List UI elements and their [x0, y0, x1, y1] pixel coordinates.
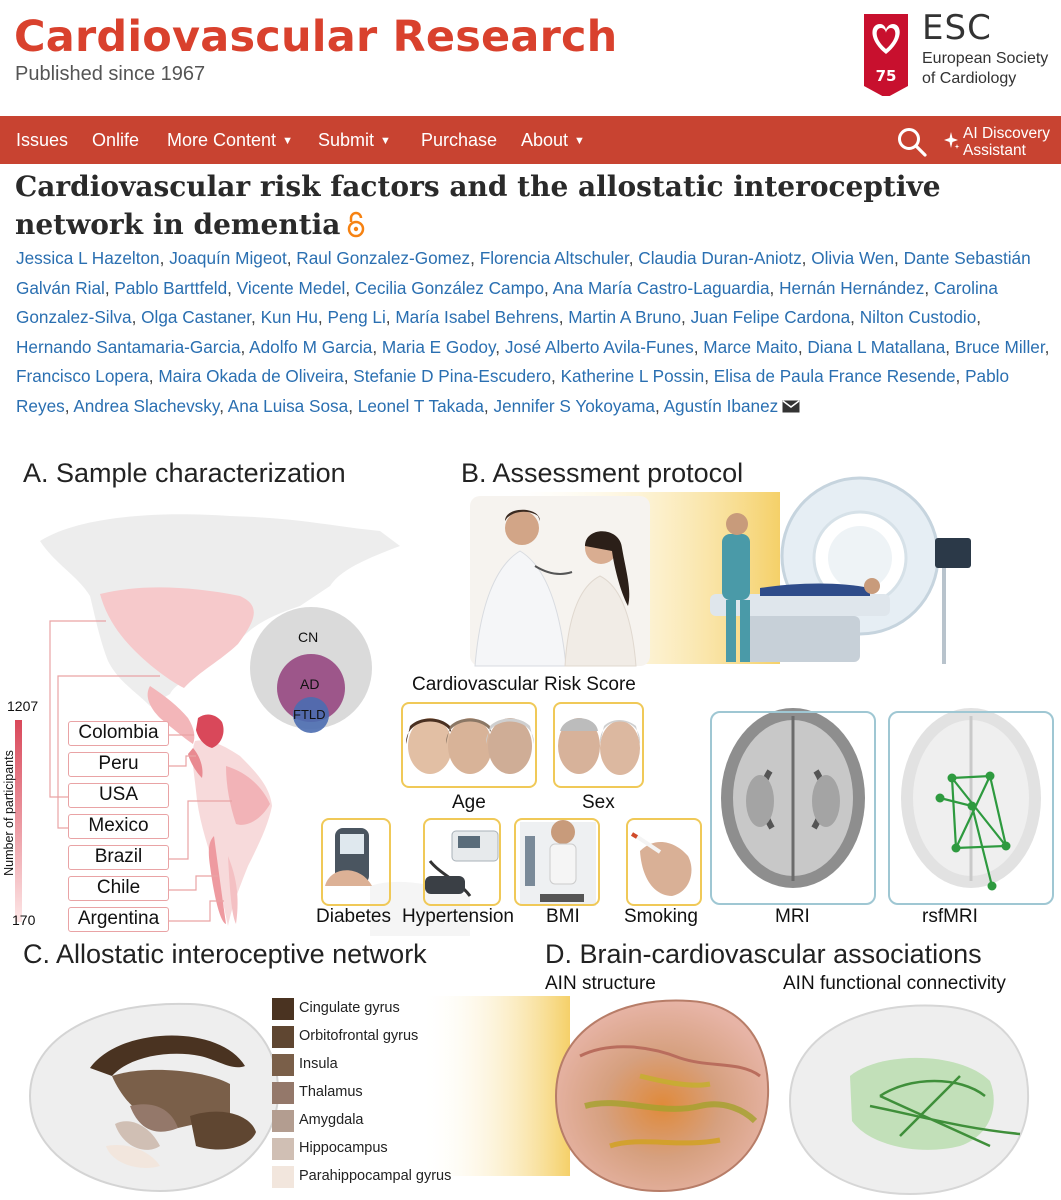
author-link[interactable]: Pablo Barttfeld: [114, 277, 228, 298]
author-link[interactable]: Hernando Santamaria-Garcia: [16, 336, 241, 357]
nav-item-purchase[interactable]: [421, 130, 497, 151]
author-link[interactable]: Maria E Godoy: [381, 336, 496, 357]
legend-swatch: [272, 1166, 294, 1188]
legend-swatch: [272, 1138, 294, 1160]
factor-age-label: Age: [452, 792, 486, 813]
author-link[interactable]: Leonel T Takada: [357, 395, 484, 416]
esc-name-line2: of Cardiology: [922, 70, 1017, 87]
doctor-patient-illustration: [470, 496, 650, 666]
venn-cn-label: CN: [298, 629, 319, 645]
imaging-mri-label: MRI: [775, 906, 810, 927]
factor-sex-label: Sex: [582, 792, 615, 813]
ain-connectivity-subtitle: AIN functional connectivity: [783, 973, 1006, 994]
author-link[interactable]: Juan Felipe Cardona: [690, 307, 851, 328]
author-link[interactable]: Agustín Ibanez: [663, 395, 779, 416]
author-link[interactable]: Olivia Wen: [811, 248, 895, 268]
author-link[interactable]: Joaquín Migeot: [169, 248, 287, 268]
legend-swatch: [272, 1082, 294, 1104]
nav-item-submit[interactable]: [318, 130, 391, 151]
beam-highlight: [420, 996, 570, 1176]
author-link[interactable]: Kun Hu: [260, 307, 318, 328]
caret-down-icon: ▼: [282, 135, 293, 147]
author-link[interactable]: María Isabel Behrens: [395, 307, 559, 328]
legend-label: Hippocampus: [299, 1140, 388, 1156]
author-link[interactable]: Dante Sebastián Galván Rial: [16, 248, 1031, 298]
nav-item-onlife[interactable]: [92, 130, 139, 151]
logo-badge-text: 75: [875, 67, 897, 85]
caret-down-icon: ▼: [380, 135, 391, 147]
venn-ftld-label: FTLD: [293, 707, 326, 722]
panel-d-title: D. Brain-cardiovascular associations: [545, 939, 982, 969]
caret-down-icon: ▼: [574, 135, 585, 147]
search-icon[interactable]: [896, 126, 928, 158]
graphical-abstract: [0, 456, 1061, 1200]
author-link[interactable]: Cecilia González Campo: [354, 277, 545, 298]
esc-name-line1: European Society: [922, 50, 1049, 67]
author-link[interactable]: Olga Castaner: [141, 307, 252, 328]
author-link[interactable]: Jennifer S Yokoyama: [493, 395, 655, 416]
article-title-text: Cardiovascular risk factors and the allostatic interoceptive network in dementia: [15, 170, 941, 241]
legend-swatch: [272, 1054, 294, 1076]
country-colombia: Colombia: [68, 721, 169, 746]
author-link[interactable]: Marce Maito: [703, 336, 798, 357]
ain-brain-illustration: [30, 1004, 278, 1191]
participant-scale-bar: [15, 720, 22, 922]
author-link[interactable]: Stefanie D Pina-Escudero: [353, 366, 552, 387]
author-link[interactable]: Hernán Hernández: [779, 277, 925, 298]
nav-label: Onlife: [92, 130, 140, 150]
hypertension-box: [423, 818, 501, 906]
author-link[interactable]: Florencia Altschuler: [479, 248, 629, 268]
ai-label-line2: Assistant: [963, 142, 1026, 159]
nav-label: Issues: [16, 130, 69, 150]
rsfmri-box: [888, 711, 1054, 905]
factor-smoking-label: Smoking: [624, 906, 698, 927]
author-link[interactable]: Peng Li: [327, 307, 386, 328]
ain-connectivity-brain-illustration: [790, 1006, 1028, 1194]
author-link[interactable]: José Alberto Avila-Funes: [504, 336, 694, 357]
envelope-icon[interactable]: [782, 400, 800, 413]
diabetes-box: [321, 818, 391, 906]
journal-subtitle: Published since 1967: [15, 63, 206, 85]
author-link[interactable]: Ana Luisa Sosa: [227, 395, 349, 416]
open-access-icon: [346, 210, 366, 238]
legend-label: Orbitofrontal gyrus: [299, 1028, 419, 1044]
age-box: [401, 702, 537, 788]
author-link[interactable]: Vicente Medel: [236, 277, 346, 298]
nav-item-more-content[interactable]: [167, 130, 293, 151]
journal-title[interactable]: Cardiovascular Research: [14, 12, 618, 62]
sex-box: [553, 702, 644, 788]
bmi-box: [514, 818, 600, 906]
author-link[interactable]: Carolina Gonzalez-Silva: [16, 277, 998, 328]
author-link[interactable]: Elisa de Paula France Resende: [713, 366, 956, 387]
factor-hypertension-label: Hypertension: [402, 906, 514, 927]
main-nav: [0, 116, 1061, 164]
author-link[interactable]: Ana María Castro-Laguardia: [552, 277, 770, 298]
country-peru: Peru: [68, 752, 169, 777]
panel-a-title: A. Sample characterization: [23, 458, 346, 488]
legend-label: Insula: [299, 1056, 338, 1072]
article-title: [15, 168, 1015, 244]
author-link[interactable]: Jessica L Hazelton: [16, 248, 160, 268]
esc-abbrev: ESC: [922, 8, 992, 48]
legend-swatch: [272, 1110, 294, 1132]
author-link[interactable]: Katherine L Possin: [560, 366, 705, 387]
venn-ad-label: AD: [300, 676, 320, 692]
risk-score-title: Cardiovascular Risk Score: [412, 674, 636, 695]
legend-label: Parahippocampal gyrus: [299, 1168, 452, 1184]
mri-box: [710, 711, 876, 905]
author-link[interactable]: Bruce Miller: [954, 336, 1045, 357]
nav-label: Purchase: [421, 130, 498, 150]
nav-item-about[interactable]: [521, 130, 585, 151]
country-brazil: Brazil: [68, 845, 169, 870]
scale-axis-label: Number of participants: [2, 750, 16, 876]
ai-label-line1: AI Discovery: [963, 125, 1050, 142]
author-list: Jessica L Hazelton, Joaquín Migeot, Raul Gonzalez-Gomez, Florencia Altschuler, Claudia Duran-Aniotz, Olivia Wen, Dante Sebastián Galván Rial, Pablo Barttfeld, Vicente Medel, Cecilia González Campo, Ana María Castro-Laguardia, Hernán Hernández, Carolina Gonzalez-Silva, Olga Castaner, Kun Hu, Peng Li, María Isabel Behrens, Martin A Bruno, Juan Felipe Cardona, Nilton Custodio, Hernando Santamaria-Garcia, Adolfo M Garcia, Maria E Godoy, José Alberto Avila-Funes, Marce Maito, Diana L Matallana, Bruce Miller, Francisco Lopera, Maira Okada de Oliveira, Stefanie D Pina-Escudero, Katherine L Possin, Elisa de Paula France Resende, Pablo Reyes, Andrea Slachevsky, Ana Luisa Sosa, Leonel T Takada, Jennifer S Yokoyama, Agustín Ibanez: [16, 248, 1050, 416]
country-mexico: Mexico: [68, 814, 169, 839]
smoking-box: [626, 818, 702, 906]
author-link[interactable]: Claudia Duran-Aniotz: [638, 248, 802, 268]
panel-b-title: B. Assessment protocol: [461, 458, 744, 488]
ain-structure-subtitle: AIN structure: [545, 973, 656, 994]
ain-structure-brain-illustration: [556, 1001, 768, 1191]
masthead: [0, 0, 1061, 112]
factor-bmi-label: BMI: [546, 906, 580, 927]
country-chile: Chile: [68, 876, 169, 901]
author-link[interactable]: Adolfo M Garcia: [249, 336, 373, 357]
factor-diabetes-label: Diabetes: [316, 906, 391, 927]
legend-label: Cingulate gyrus: [299, 1000, 400, 1016]
author-link[interactable]: Raul Gonzalez-Gomez: [296, 248, 471, 268]
nav-label: Submit: [318, 130, 375, 150]
scale-max-label: 1207: [7, 698, 39, 714]
author-link[interactable]: Andrea Slachevsky: [73, 395, 220, 416]
country-usa: USA: [68, 783, 169, 808]
legend-label: Thalamus: [299, 1084, 363, 1100]
legend-label: Amygdala: [299, 1112, 364, 1128]
nav-label: More Content: [167, 130, 277, 150]
ai-assistant-button[interactable]: [942, 124, 1058, 158]
legend-swatch: [272, 1026, 294, 1048]
nav-label: About: [521, 130, 569, 150]
author-link[interactable]: Pablo Reyes: [16, 366, 1010, 416]
imaging-rsfmri-label: rsfMRI: [922, 906, 978, 927]
scale-min-label: 170: [12, 912, 36, 928]
panel-c-title: C. Allostatic interoceptive network: [23, 939, 427, 969]
author-link[interactable]: Maira Okada de Oliveira: [158, 366, 344, 387]
legend-swatch: [272, 998, 294, 1020]
nav-item-issues[interactable]: [16, 130, 68, 151]
author-link[interactable]: Nilton Custodio: [859, 307, 977, 328]
author-link[interactable]: Francisco Lopera: [16, 366, 149, 387]
sparkle-icon: [942, 130, 960, 152]
author-link[interactable]: Diana L Matallana: [807, 336, 946, 357]
author-link[interactable]: Martin A Bruno: [568, 307, 682, 328]
country-argentina: Argentina: [68, 907, 169, 932]
